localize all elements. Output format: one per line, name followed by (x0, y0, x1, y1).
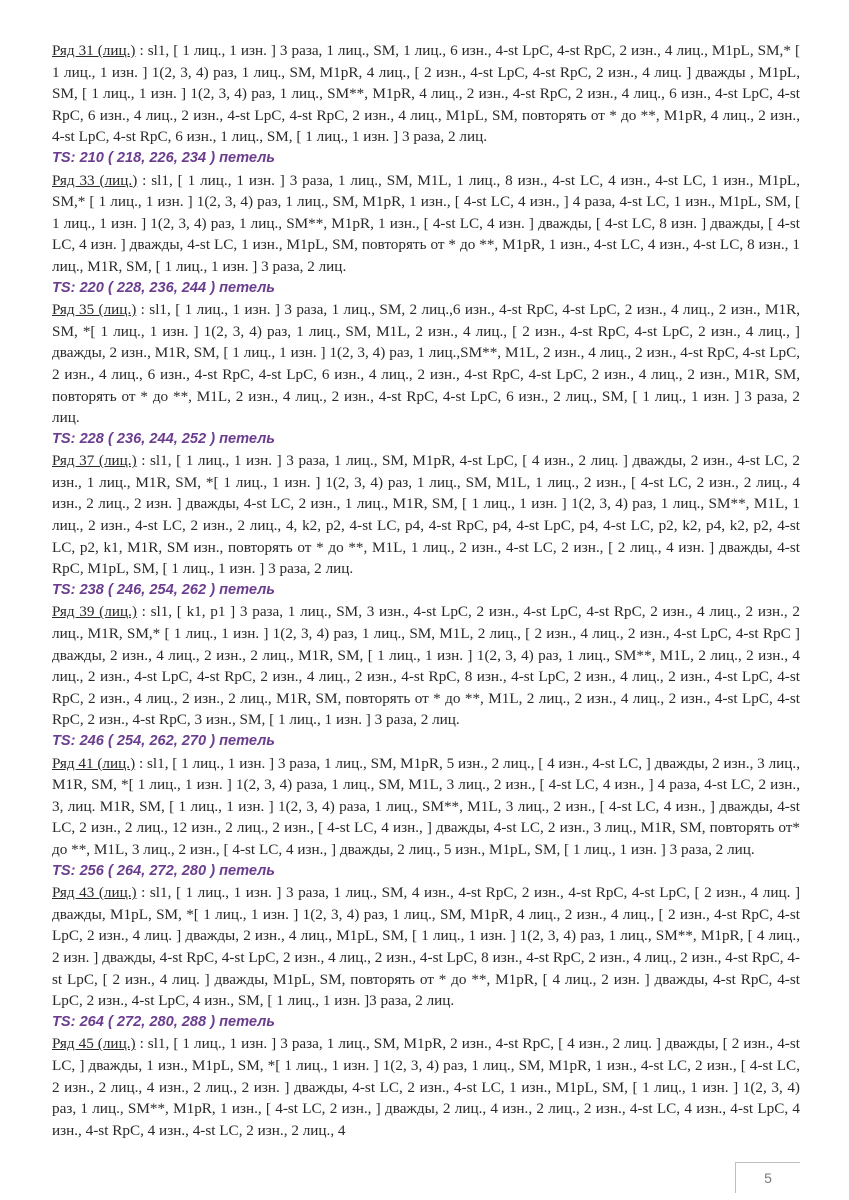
row-title: Ряд 35 (лиц.) (52, 301, 137, 319)
row-text: : sl1, [ 1 лиц., 1 изн. ] 3 раза, 1 лиц., SM, 2 лиц.,6 изн., 4-st RpC, 4-st LpC, 2 изн., 4 лиц., 2 изн., M1R, SM, *[ 1 лиц., 1 изн. ] 1(2, 3, 4) раз, 1 лиц., SM, M1L, 2 изн., 4 лиц., [ 2 изн., 4-st RpC, 4-st LpC, 2 изн., 4 лиц., ] дважды, 2 изн., M1R, SM, [ 1 лиц., 1 изн. ] 1(2, 3, 4) раз, 1 лиц.,SM**, M1L, 2 изн., 4 лиц., 2 изн., 4-st RpC, 4-st LpC, 2 изн., 4 лиц., 6 изн., 4-st RpC, 4-st LpC, 6 изн., 4 лиц., 2 изн., 4-st RpC, 4-st LpC, 2 изн., 4 лиц., 2 изн., M1R, SM, повторять от * до **, M1L, 2 изн., 4 лиц., 2 изн., 4-st RpC, 4-st LpC, 6 изн., 2 лиц., SM, [ 1 лиц., 1 изн. ] 3 раза, 2 лиц. (52, 301, 800, 427)
row-title: Ряд 37 (лиц.) (52, 452, 137, 470)
stitch-total: TS: 220 ( 228, 236, 244 ) петель (52, 279, 275, 296)
row-text: : sl1, [ 1 лиц., 1 изн. ] 3 раза, 1 лиц., SM, M1pR, 2 изн., 4-st RpC, [ 4 изн., 2 лиц. ] дважды, [ 2 изн., 4-st LC, ] дважды, 1 изн., M1pL, SM, *[ 1 лиц., 1 изн. ] 1(2, 3, 4) раз, 1 лиц., SM, M1pR, 1 изн., 4-st LC, 2 изн., [ 4-st LC, 2 изн., 2 лиц., 4 изн., 2 лиц., 2 изн. ] дважды, 4-st LC, 2 изн., 4-st LC, 1 изн., M1pL, SM, [ 1 лиц., 1 изн. ] 1(2, 3, 4) раз, 1 лиц., SM**, M1pR, 1 изн., [ 4-st LC, 2 изн., ] дважды, 2 лиц., 4 изн., 2 лиц., 2 изн., 4-st LC, 4 изн., 4-st LpC, 4 изн., 4-st RpC, 4 изн., 4-st LC, 2 изн., 2 лиц., 4 (52, 1035, 800, 1139)
stitch-total: TS: 246 ( 254, 262, 270 ) петель (52, 733, 275, 749)
row-33 (52, 170, 800, 278)
row-title: Ряд 33 (лиц.) (52, 171, 138, 189)
row-45 (52, 1033, 800, 1141)
stitch-total: TS: 210 ( 218, 226, 234 ) петель (52, 149, 275, 166)
page-number: 5 (735, 1162, 800, 1193)
row-title: Ряд 45 (лиц.) (52, 1035, 136, 1053)
row-title: Ряд 39 (лиц.) (52, 603, 137, 621)
document-body (52, 40, 800, 1141)
row-41 (52, 753, 800, 861)
row-35 (52, 299, 800, 429)
stitch-total: TS: 264 ( 272, 280, 288 ) петель (52, 1013, 275, 1030)
row-text: : sl1, [ 1 лиц., 1 изн. ] 3 раза, 1 лиц., SM, M1pR, 5 изн., 2 лиц., [ 4 изн., 4-st LC, ] дважды, 2 изн., 3 лиц., M1R, SM, *[ 1 лиц., 1 изн. ] 1(2, 3, 4) раза, 1 лиц., SM, M1L, 3 лиц., 2 изн., [ 4-st LC, 4 изн., ] 4 раза, 4-st LC, 2 изн., 3, лиц. M1R, SM, [ 1 лиц., 1 изн. ] 1(2, 3, 4) раза, 1 лиц., SM**, M1L, 3 лиц., 2 изн., [ 4-st LC, 4 изн., ] дважды, 4-st LC, 2 изн., 2 лиц., 12 изн., 2 лиц., 2 изн., [ 4-st LC, 4 изн., ] дважды, 4-st LC, 2 изн., 3 лиц., M1R, SM, повторять от* до **, M1L, 3 лиц., 2 изн., [ 4-st LC, 4 изн., ] дважды, 2 лиц., 5 изн., M1pL, SM, [ 1 лиц., 1 изн. ] 3 раза, 2 лиц. (52, 754, 801, 858)
row-text: : sl1, [ 1 лиц., 1 изн. ] 3 раза, 1 лиц., SM, M1L, 1 лиц., 8 изн., 4-st LC, 4 изн., 4-st LC, 1 изн., M1pL, SM,* [ 1 лиц., 1 изн. ] 1(2, 3, 4) раз, 1 лиц., SM, M1pR, 1 изн., [ 4-st LC, 4 изн., ] 4 раза, 4-st LC, 1 изн., M1pL, SM, [ 1 лиц., 1 изн. ] 1(2, 3, 4) раз, 1 лиц., SM**, M1pR, 1 изн., [ 4-st LC, 4 изн. ] дважды, [ 4-st LC, 8 изн. ] дважды, [ 4-st LC, 4 изн. ] дважды, 4-st LC, 1 изн., M1pL, SM, повторять от * до **, M1pR, 1 изн., 4-st LC, 4 изн., 4-st LC, 8 изн., 1 лиц., M1R, SM, [ 1 лиц., 1 изн. ] 3 раза, 2 лиц. (52, 171, 801, 275)
stitch-total: TS: 256 ( 264, 272, 280 ) петель (52, 862, 275, 879)
row-text: : sl1, [ 1 лиц., 1 изн. ] 3 раза, 1 лиц., SM, 1 лиц., 6 изн., 4-st LpC, 4-st RpC, 2 изн., 4 лиц., M1pL, SM,* [ 1 лиц., 1 изн. ] 1(2, 3, 4) раз, 1 лиц., SM, M1pR, 4 лиц., [ 2 изн., 4-st LpC, 4-st RpC, 2 изн., 4 лиц. ] дважды , M1pL, SM, [ 1 лиц., 1 изн. ] 1(2, 3, 4) раз, 1 лиц., SM**, M1pR, 4 лиц., 2 изн., 4-st RpC, 2 изн., 4 лиц., 6 изн., 4-st LpC, 4-st RpC, 6 изн., 4 лиц., 2 изн., 4-st LpC, 4-st RpC, 2 изн., 4 лиц., M1pL, SM, повторять от * до **, M1pR, 4 лиц., 2 изн., 4-st LpC, 4-st RpC, 6 изн., 1 лиц., SM, [ 1 лиц., 1 изн. ] 3 раза, 2 лиц. (52, 42, 800, 146)
stitch-total: TS: 228 ( 236, 244, 252 ) петель (52, 430, 275, 447)
row-text: : sl1, [ 1 лиц., 1 изн. ] 3 раза, 1 лиц., SM, 4 изн., 4-st RpC, 2 изн., 4-st RpC, 4-st LpC, [ 2 изн., 4 лиц. ] дважды, M1pL, SM, *[ 1 лиц., 1 изн. ] 1(2, 3, 4) раз, 1 лиц., SM, M1pR, 4 лиц., 2 изн., 4 лиц., [ 2 изн., 4-st RpC, 4-st LpC, 2 изн., 4 лиц. ] дважды, 2 изн., 4 лиц., M1pL, SM, [ 1 лиц., 1 изн. ] 1(2, 3, 4) раз, 1 лиц., SM**, M1pR, [ 4 лиц., 2 изн. ] дважды, 4-st RpC, 4-st LpC, 2 изн., 4 лиц., 2 изн., 4-st LpC, 8 изн., 4-st RpC, 2 изн., 4 лиц., 2 изн., 4-st RpC, 4-st LpC, [ 2 изн., 4 лиц. ] дважды, M1pL, SM, повторять от * до **, M1pR, [ 4 лиц., 2 изн. ] дважды, 4-st RpC, 4-st LpC, 2 изн., 4-st LpC, 4 изн., SM, [ 1 лиц., 1 изн. ]3 раза, 2 лиц. (52, 884, 800, 1010)
row-title: Ряд 41 (лиц.) (52, 754, 136, 772)
row-text: : sl1, [ 1 лиц., 1 изн. ] 3 раза, 1 лиц., SM, M1pR, 4-st LpC, [ 4 изн., 2 лиц. ] дважды, 2 изн., 4-st LC, 2 изн., 1 лиц., M1R, SM, *[ 1 лиц., 1 изн. ] 1(2, 3, 4) раз, 1 лиц., SM, M1L, 1 лиц., 2 изн., [ 4-st LC, 2 изн., 2 лиц., 4 изн., 2 лиц., 2 изн. ] дважды, 4-st LC, 2 изн., 1 лиц., M1R, SM, [ 1 лиц., 1 изн. ] 1(2, 3, 4) раз, 1 лиц., SM**, M1L, 1 лиц., 2 изн., 4-st LC, 2 изн., 2 лиц., 4, k2, p2, 4-st LC, p4, 4-st RpC, p4, 4-st LpC, p4, 4-st LC, p2, k2, p4, k2, p2, 4-st LC, p2, k1, M1R, SM изн., повторять от * до **, M1L, 1 лиц., 2 изн., 4-st LC, 2 изн., [ 2 лиц., 4 изн. ] дважды, 4-st RpC, M1pL, SM, [ 1 лиц., 1 изн. ] 3 раза, 2 лиц. (52, 452, 800, 578)
row-39 (52, 601, 800, 731)
row-title: Ряд 43 (лиц.) (52, 884, 137, 902)
row-43 (52, 882, 800, 1012)
row-text: : sl1, [ k1, p1 ] 3 раза, 1 лиц., SM, 3 изн., 4-st LpC, 2 изн., 4-st LpC, 4-st RpC, 2 изн., 4 лиц., 2 изн., 2 лиц., M1R, SM,* [ 1 лиц., 1 изн. ] 1(2, 3, 4) раз, 1 лиц., SM, M1L, 2 лиц., [ 2 изн., 4 лиц., 2 изн., 4-st LpC, 4-st RpC ] дважды, 2 изн., 4 лиц., 2 изн., 2 лиц., M1R, SM, [ 1 лиц., 1 изн. ] 1(2, 3, 4) раз, 1 лиц., SM**, M1L, 2 лиц., 2 изн., 4 лиц., 2 изн., 4-st LpC, 4-st RpC, 2 изн., 4 лиц., 2 изн., 4-st RpC, 8 изн., 4-st LpC, 2 изн., 4 лиц., 2 изн., 4-st LpC, 4-st RpC, 2 изн., 4 лиц., 2 изн., 2 лиц., M1R, SM, повторять от * до **, M1L, 2 лиц., 2 изн., 4 лиц., 2 изн., 4-st LpC, 4-st RpC, 2 изн., 4-st RpC, 3 изн., SM, [ 1 лиц., 1 изн. ] 3 раза, 2 лиц. (52, 603, 800, 729)
row-37 (52, 450, 800, 580)
row-31 (52, 40, 800, 148)
stitch-total: TS: 238 ( 246, 254, 262 ) петель (52, 581, 275, 598)
row-title: Ряд 31 (лиц.) (52, 42, 136, 59)
